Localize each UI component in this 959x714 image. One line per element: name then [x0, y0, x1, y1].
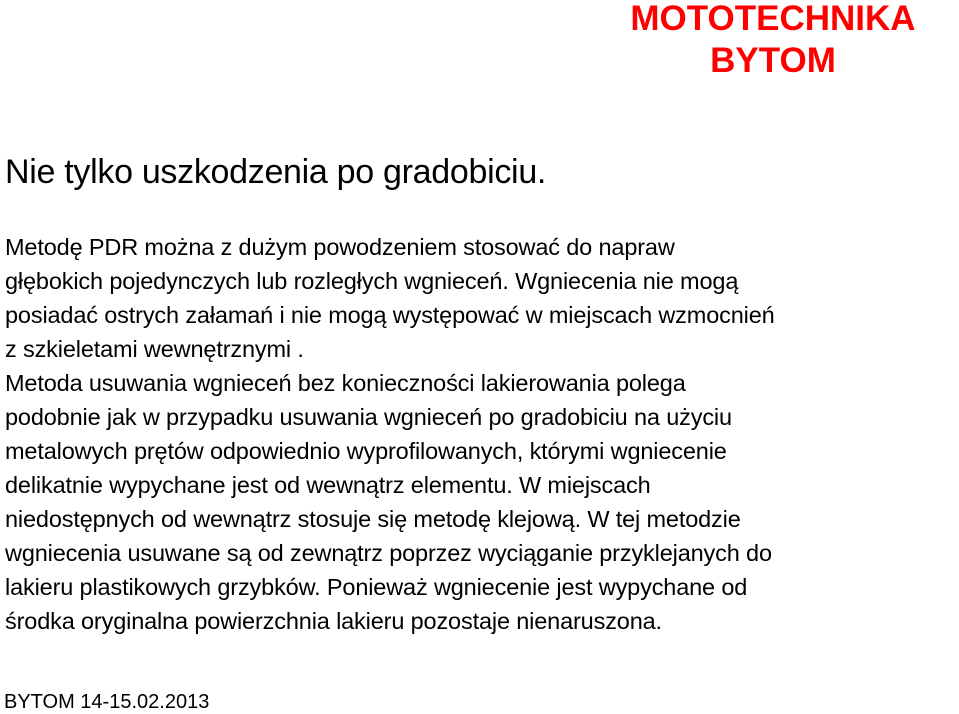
body-paragraph	[5, 230, 950, 638]
page-title: Nie tylko uszkodzenia po gradobiciu.	[5, 153, 547, 191]
body-line: głębokich pojedynczych lub rozległych wgnieceń. Wgniecenia nie mogą	[5, 268, 739, 294]
body-line: wgniecenia usuwane są od zewnątrz poprzez wyciąganie przyklejanych do	[5, 540, 772, 566]
body-line: podobnie jak w przypadku usuwania wgnieceń po gradobiciu na użyciu	[5, 404, 732, 430]
body-line: posiadać ostrych załamań i nie mogą występować w miejscach wzmocnień	[5, 302, 775, 328]
body-line: niedostępnych od wewnątrz stosuje się metodę klejową. W tej metodzie	[5, 506, 741, 532]
brand-name: MOTOTECHNIKA	[630, 0, 916, 38]
body-line: delikatnie wypychane jest od wewnątrz elementu. W miejscach	[5, 472, 651, 498]
body-line: z szkieletami wewnętrznymi .	[5, 336, 304, 362]
body-line: lakieru plastikowych grzybków. Ponieważ wgniecenie jest wypychane od	[5, 574, 748, 600]
brand-city: BYTOM	[710, 41, 836, 80]
body-line: metalowych prętów odpowiednio wyprofilowanych, którymi wgniecenie	[5, 438, 727, 464]
brand-logo-text	[593, 0, 953, 82]
footer-date: BYTOM 14-15.02.2013	[4, 691, 210, 713]
body-line: Metoda usuwania wgnieceń bez konieczności lakierowania polega	[5, 370, 686, 396]
body-line: środka oryginalna powierzchnia lakieru pozostaje nienaruszona.	[5, 608, 662, 634]
body-line: Metodę PDR można z dużym powodzeniem stosować do napraw	[5, 234, 675, 260]
